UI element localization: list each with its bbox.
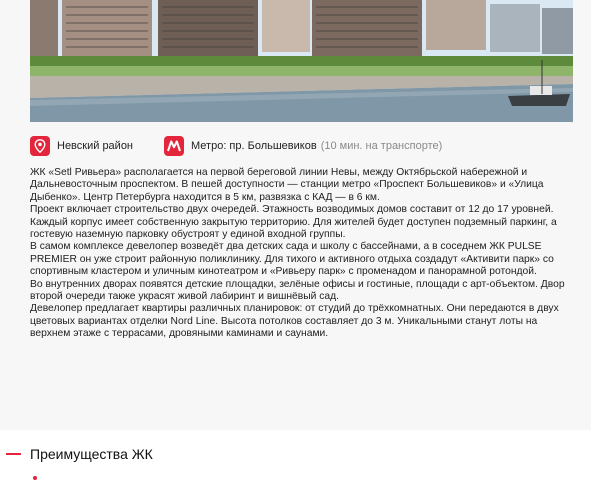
description-paragraph: Девелопер предлагает квартиры различных планировок: от студий до трёхкомнатных. Они передаются в двух цветовых вариантах отделки Nord Line. Высота потолков составляет до 3 м. Уникальными станут лоты на верхнем этаже с террасами, дровяными каминами и саунами. <box>30 303 559 340</box>
description-paragraph: ЖК «Setl Ривьера» располагается на первой береговой линии Невы, между Октябрьской набережной и Дальневосточным проспектом. В пешей доступности — станции метро «Проспект Большевиков» и «Улица Дыбенко». Центр Петербурга находится в 5 км, развязка с КАД — в 6 км. <box>30 167 544 203</box>
metro-icon <box>164 136 184 156</box>
page-edge <box>591 0 603 480</box>
metro-time: (10 мин. на транспорте) <box>320 140 443 152</box>
location-pin-icon <box>30 136 50 156</box>
description-paragraph: Проект включает строительство двух очередей. Этажность возводимых домов составит от 12 до 17 уровней. Каждый корпус имеет собственную закрытую территорию. Для жителей будет доступен подземный паркинг, а гостевую наземную парковку обустроят у единой входной группы. <box>30 204 557 241</box>
description-paragraph: Во внутренних дворах появятся детские площадки, зелёные офисы и гостиные, площади с арт-объектом. Двор второй очереди также украсят живой лабиринт и вишнёвый сад. <box>30 278 565 303</box>
description-paragraph: В самом комплексе девелопер возведёт два детских сада и школу с бассейнами, а в соседнем ЖК PULSE PREMIER он уже строит районную поликлинику. Для тихого и активного отдыха создадут «Активити парк» со спортивным кластером и уличным кинотеатром и «Ривьеру парк» с променадом и панорамной ротондой. <box>30 241 554 278</box>
district-item <box>30 134 133 158</box>
complex-photo <box>30 0 573 122</box>
bullet-icon <box>33 476 37 480</box>
section-marker <box>6 453 21 455</box>
complex-description <box>30 167 575 341</box>
district-label: Невский район <box>57 140 134 152</box>
metro-label: Метро: пр. Большевиков <box>191 140 317 152</box>
location-row <box>30 134 570 158</box>
metro-item <box>164 134 442 158</box>
advantages-title: Преимущества ЖК <box>30 446 153 462</box>
